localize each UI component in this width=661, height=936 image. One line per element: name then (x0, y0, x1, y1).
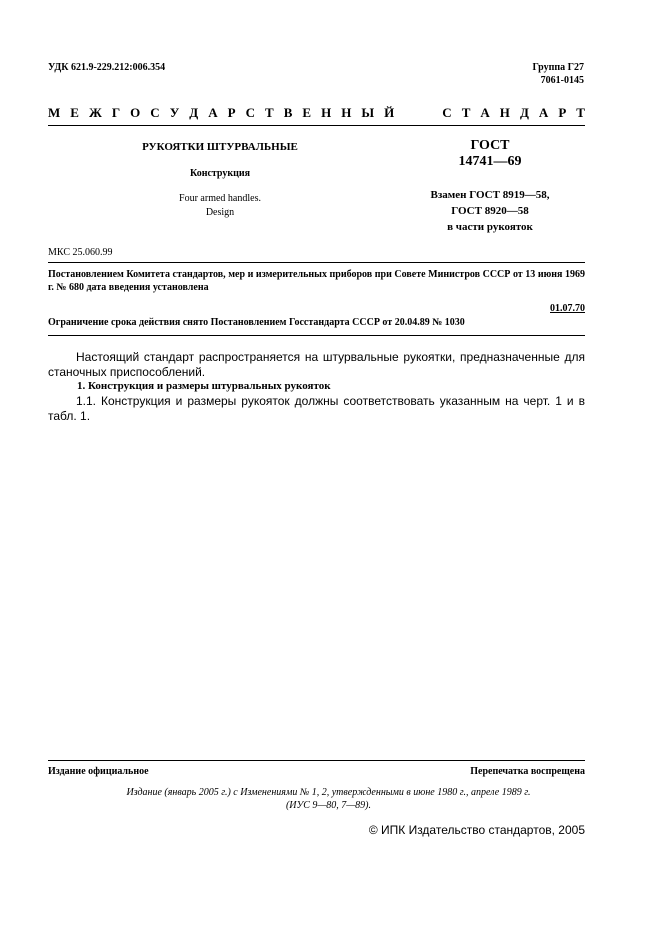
banner-letter: Р (227, 105, 236, 120)
decree-divider (48, 335, 585, 336)
banner-letter: В (283, 105, 293, 120)
banner-letter: С (150, 105, 160, 120)
section-heading-1: 1. Конструкция и размеры штурвальных рукояток (77, 380, 331, 392)
replacement-line-3: в части рукояток (447, 221, 533, 233)
banner-letter: У (169, 105, 180, 120)
replacement-note (400, 187, 580, 235)
title-block (100, 140, 340, 220)
footer-divider (48, 760, 585, 761)
banner-letter: Г (111, 105, 121, 120)
gost-number: 14741—69 (458, 154, 522, 169)
mks-code: МКС 25.060.99 (48, 247, 113, 258)
gost-block (400, 138, 580, 235)
gost-label: ГОСТ (470, 138, 510, 153)
banner-letter: Н (499, 105, 510, 120)
banner-letter: Е (302, 105, 312, 120)
interstate-standard-banner (48, 105, 585, 121)
english-title (100, 192, 340, 220)
banner-letter: Т (461, 105, 471, 120)
edition-line-1: Издание (январь 2005 г.) с Изменениями № 1, 2, утвержденными в июне 1980 г., апреле 1989 г. (126, 787, 531, 798)
udk-code: УДК 621.9-229.212:006.354 (48, 62, 166, 73)
group-code: Группа Г27 (532, 62, 584, 73)
copyright: © ИПК Издательство стандартов, 2005 (368, 823, 585, 837)
clause-1-1: 1.1. Конструкция и размеры рукояток должны соответствовать указанным на черт. 1 и в табл. 1. (48, 394, 585, 423)
edition-note (60, 786, 597, 812)
banner-letter: С (245, 105, 255, 120)
banner-letter: Е (70, 105, 79, 120)
banner-letter: С (442, 105, 452, 120)
banner-letter: О (130, 105, 141, 120)
banner-letter: Д (189, 105, 199, 120)
english-title-line-1: Four armed handles. (179, 193, 261, 204)
banner-letter: А (208, 105, 218, 120)
banner-letter: А (480, 105, 490, 120)
document-subtitle: Конструкция (189, 168, 251, 179)
banner-letter: М (48, 105, 61, 120)
banner-letter: Ж (88, 105, 102, 120)
banner-letter: Н (321, 105, 332, 120)
middle-divider (48, 262, 585, 263)
official-edition-label: Издание официальное (48, 766, 149, 777)
banner-letter: Д (519, 105, 529, 120)
banner-letter: Й (384, 105, 395, 120)
english-title-line-2: Design (205, 207, 235, 218)
banner-letter: Н (341, 105, 352, 120)
document-title: РУКОЯТКИ ШТУРВАЛЬНЫЕ (142, 141, 298, 153)
banner-word-gap (404, 105, 432, 121)
scope-paragraph: Настоящий стандарт распространяется на штурвальные рукоятки, предназначенные для станочных приспособлений. (48, 350, 585, 379)
decree-text: Постановлением Комитета стандартов, мер и измерительных приборов при Совете Министров СССР от 13 июня 1969 г. № 680 дата введения установлена (48, 269, 585, 293)
banner-letter: Р (558, 105, 567, 120)
group-code-block (532, 61, 584, 87)
reprint-prohibited-label: Перепечатка воспрещена (470, 766, 585, 777)
edition-line-2: (ИУС 9—80, 7—89). (285, 800, 372, 811)
introduction-date: 01.07.70 (550, 303, 585, 314)
banner-letter: Ы (361, 105, 375, 120)
replacement-line-2: ГОСТ 8920—58 (451, 205, 529, 217)
okp-code: 7061-0145 (540, 75, 584, 86)
banner-letter: Т (576, 105, 585, 120)
banner-letter: А (538, 105, 549, 120)
replacement-line-1: Взамен ГОСТ 8919—58, (430, 189, 550, 201)
limit-removal-note: Ограничение срока действия снято Постановлением Госстандарта СССР от 20.04.89 № 1030 (48, 317, 465, 328)
banner-letter: Т (265, 105, 274, 120)
top-divider (48, 125, 585, 126)
